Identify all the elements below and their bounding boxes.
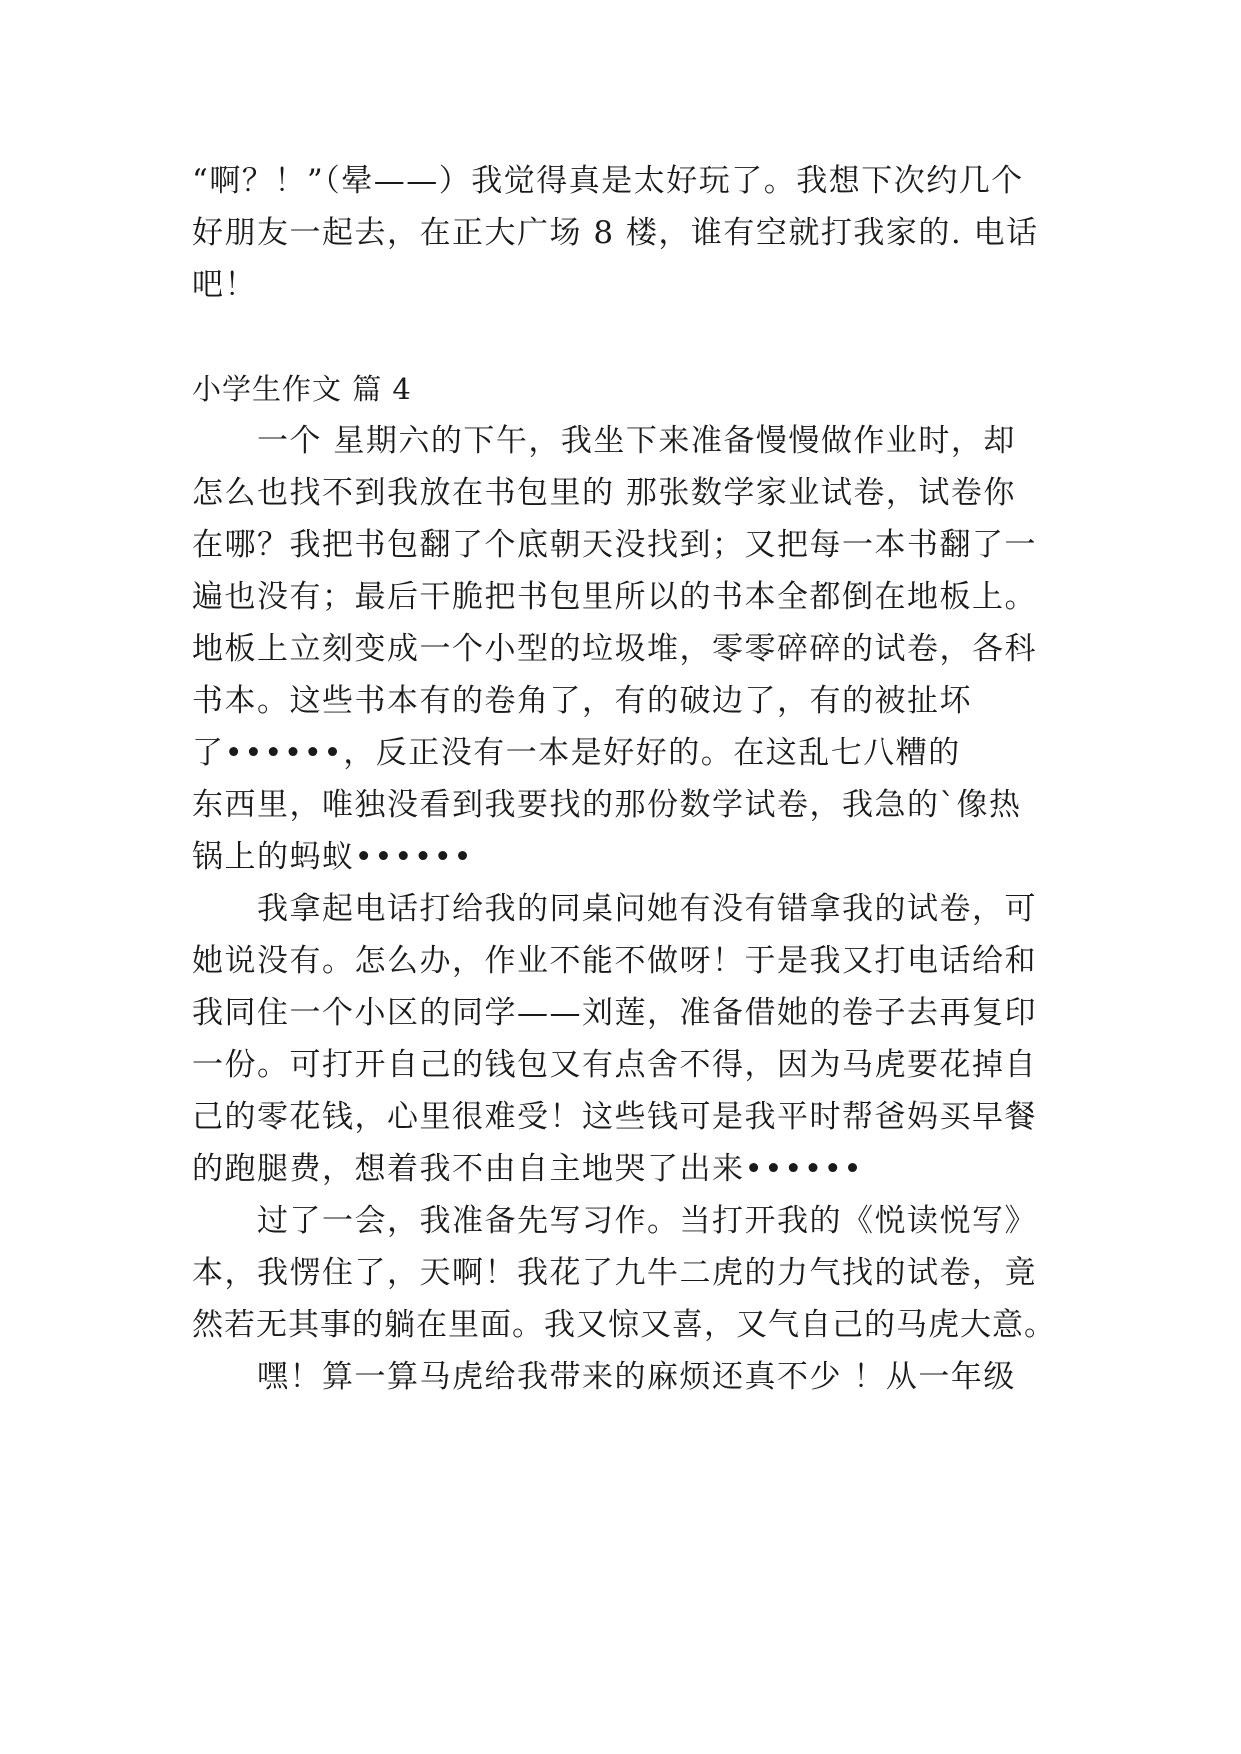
body-line: 怎么也找不到我放在书包里的 那张数学家业试卷，试卷你 <box>192 475 1016 511</box>
body-line: 的跑腿费，想着我不由自主地哭了出来•••••• <box>192 1151 864 1187</box>
body-line: 一个 星期六的下午，我坐下来准备慢慢做作业时，却 <box>257 423 1016 459</box>
body-line: 然若无其事的躺在里面。我又惊又喜，又气自己的马虎大意。 <box>192 1307 1056 1343</box>
body-line: 书本。这些书本有的卷角了，有的破边了，有的被扯坏 <box>192 683 972 719</box>
body-line: 了••••••，反正没有一本是好好的。在这乱七八糟的 <box>192 735 961 771</box>
body-line: 本，我愣住了，天啊！我花了九牛二虎的力气找的试卷，竟 <box>192 1255 1037 1291</box>
body-line: 在哪？我把书包翻了个底朝天没找到；又把每一本书翻了一 <box>192 527 1037 563</box>
body-line: 己的零花钱，心里很难受！这些钱可是我平时帮爸妈买早餐 <box>192 1099 1037 1135</box>
body-line: 她说没有。怎么办，作业不能不做呀！于是我又打电话给和 <box>192 943 1037 979</box>
intro-line-3: 吧！ <box>192 267 257 303</box>
body-line: 地板上立刻变成一个小型的垃圾堆，零零碎碎的试卷，各科 <box>192 631 1037 667</box>
section-title: 小学生作文 篇 4 <box>192 372 412 406</box>
body-line: 东西里，唯独没看到我要找的那份数学试卷，我急的`像热 <box>192 787 1022 823</box>
intro-line-1: “啊？！”（晕——）我觉得真是太好玩了。我想下次约几个 <box>192 163 1024 199</box>
body-line: 一份。可打开自己的钱包又有点舍不得，因为马虎要花掉自 <box>192 1047 1037 1083</box>
body-line: 遍也没有；最后干脆把书包里所以的书本全都倒在地板上。 <box>192 579 1037 615</box>
intro-line-2: 好朋友一起去，在正大广场 8 楼，谁有空就打我家的. 电话 <box>192 215 1039 251</box>
body-line: 嘿！算一算马虎给我带来的麻烦还真不少 ！从一年级 <box>257 1359 1016 1395</box>
body-line: 我拿起电话打给我的同桌问她有没有错拿我的试卷，可 <box>257 891 1037 927</box>
body-line: 过了一会，我准备先写习作。当打开我的《悦读悦写》 <box>257 1203 1037 1239</box>
body-line: 我同住一个小区的同学——刘莲，准备借她的卷子去再复印 <box>192 995 1037 1031</box>
body-line: 锅上的蚂蚁•••••• <box>192 839 474 875</box>
